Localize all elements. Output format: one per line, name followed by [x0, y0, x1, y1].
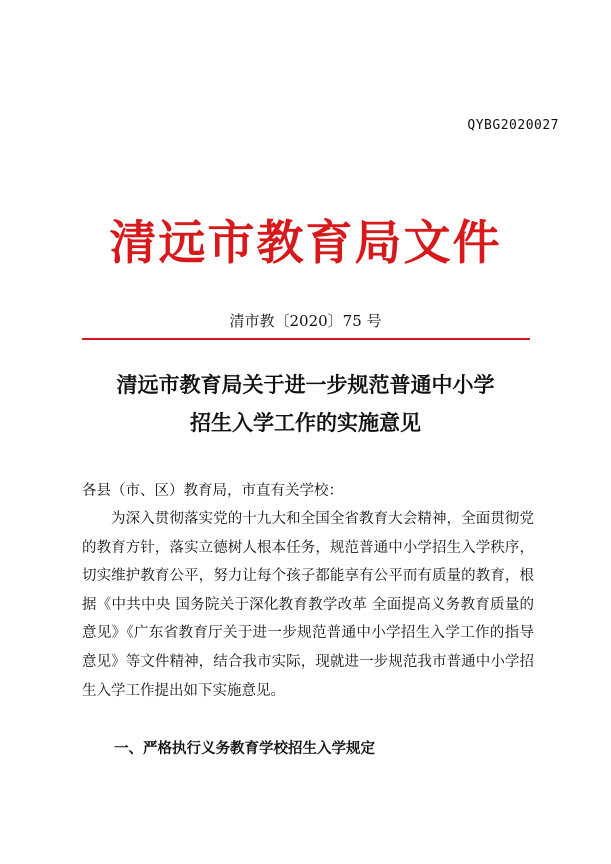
- document-number: 清市教〔2020〕75 号: [229, 312, 382, 330]
- body-paragraph: 为深入贯彻落实党的十九大和全国全省教育大会精神，全面贯彻党的教育方针，落实立德树人根本任务，规范普通中小学招生入学秩序，切实维护教育公平，努力让每个孩子都能享有公平而有质量的教育，根据《中共中央 国务院关于深化教育教学改革 全面提高义务教育质量的意见》《广东省教育厅关于进一步规范普通中小学招生入学工作的指导意见》等文件精神，结合我市实际，现就进一步规范我市普通中小学招生入学工作提出如下实施意见。: [82, 511, 534, 699]
- document-title-line-2: 招生入学工作的实施意见: [190, 410, 421, 435]
- document-title-line-1: 清远市教育局关于进一步规范普通中小学: [116, 372, 495, 397]
- document-code: QYBG2020027: [467, 118, 559, 133]
- red-separator-line: [82, 338, 530, 340]
- issuing-organization-title: 清远市教育局文件: [109, 216, 502, 271]
- section-heading: 一、严格执行义务教育学校招生入学规定: [114, 741, 375, 757]
- document-title: [0, 366, 611, 442]
- salutation: 各县（市、区）教育局，市直有关学校：: [82, 483, 343, 499]
